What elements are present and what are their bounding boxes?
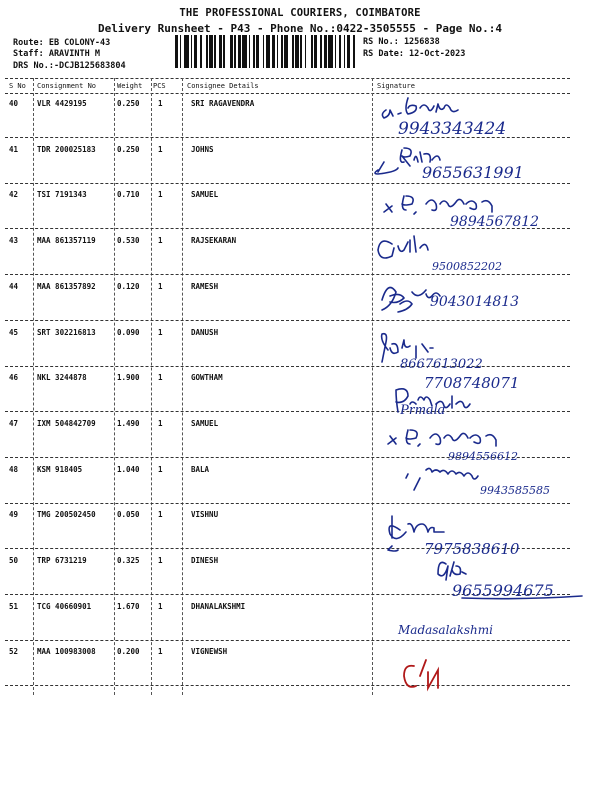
table-row: [5, 412, 570, 458]
row-pcs: 1: [158, 601, 163, 611]
signature-text: 9943585585: [480, 484, 550, 497]
row-weight: 1.900: [117, 373, 140, 383]
company-title: THE PROFESSIONAL COURIERS, COIMBATORE: [179, 7, 421, 19]
table-row: [5, 138, 570, 184]
drs-number: DRS No.:-DCJB125683804: [13, 61, 126, 71]
column-header-signature: Signature: [377, 82, 415, 90]
signature-text: 9043014813: [430, 294, 520, 310]
column-header-consignment: Consignment No: [37, 82, 97, 90]
row-pcs: 1: [158, 510, 163, 520]
row-pcs: 1: [158, 236, 163, 246]
signature-text: 9894567812: [450, 214, 540, 230]
row-consignment-number: SRT 302216813: [37, 327, 96, 337]
row-weight: 1.490: [117, 418, 140, 428]
row-consignee: SRI RAGAVENDRA: [191, 99, 255, 108]
row-pcs: 1: [158, 281, 163, 291]
staff-label: Staff: ARAVINTH M: [13, 49, 100, 59]
row-pcs: 1: [158, 144, 163, 154]
row-consignee: RAJSEKARAN: [191, 236, 237, 246]
row-consignee: BALA: [191, 464, 210, 474]
row-consignee: VIGNEWSH: [191, 647, 228, 657]
row-consignee: DANUSH: [191, 327, 219, 337]
row-sno: 49: [9, 510, 19, 520]
row-sno: 41: [9, 144, 19, 154]
route-label: Route: EB COLONY-43: [13, 38, 111, 48]
row-pcs: 1: [158, 327, 163, 337]
table-row: [5, 321, 570, 367]
row-sno: 45: [9, 327, 19, 337]
row-sno: 48: [9, 464, 19, 474]
signature-text: Prmala: [400, 402, 445, 418]
row-weight: 0.325: [117, 556, 140, 565]
row-pcs: 1: [158, 373, 163, 383]
row-weight: 1.040: [117, 464, 140, 474]
row-consignee: VISHNU: [191, 510, 219, 520]
rs-number: RS No.: 1256838: [363, 37, 440, 47]
table-row: [5, 503, 570, 549]
row-sno: 47: [9, 418, 19, 428]
barcode-bar: [355, 35, 360, 68]
row-sno: 44: [9, 281, 19, 291]
table-row: [5, 458, 570, 504]
table-row: [5, 92, 570, 138]
row-consignment-number: TDR 200025183: [37, 144, 96, 154]
row-pcs: 1: [158, 99, 163, 108]
table-row: [5, 183, 570, 229]
row-pcs: 1: [158, 647, 163, 657]
column-header-sno: S No: [9, 82, 26, 90]
row-consignment-number: TCG 40660901: [37, 601, 92, 611]
row-consignment-number: KSM 918405: [37, 464, 83, 474]
row-consignment-number: NKL 3244878: [37, 373, 87, 383]
row-weight: 1.670: [117, 601, 140, 611]
barcode: [175, 35, 360, 68]
row-consignee: JOHNS: [191, 144, 214, 154]
row-consignment-number: MAA 861357119: [37, 236, 96, 246]
signature-text: 9500852202: [432, 260, 502, 273]
row-sno: 46: [9, 373, 19, 383]
row-pcs: 1: [158, 190, 163, 200]
row-consignment-number: TRP 6731219: [37, 556, 87, 565]
signature-text: 7975838610: [424, 540, 520, 558]
table-row: [5, 229, 570, 275]
row-consignee: RAMESH: [191, 281, 219, 291]
row-sno: 40: [9, 99, 19, 108]
row-weight: 0.090: [117, 327, 140, 337]
column-header-consignee: Consignee Details: [187, 82, 259, 90]
row-consignee: SAMUEL: [191, 418, 219, 428]
row-weight: 0.050: [117, 510, 140, 520]
table-row: [5, 640, 570, 686]
row-consignment-number: VLR 4429195: [37, 99, 87, 108]
row-sno: 51: [9, 601, 19, 611]
row-sno: 43: [9, 236, 19, 246]
row-weight: 0.530: [117, 236, 140, 246]
rs-date: RS Date: 12-Oct-2023: [363, 49, 466, 59]
signature-text: 9894556612: [448, 450, 518, 463]
signature-text: 9943343424: [398, 119, 507, 139]
row-sno: 50: [9, 556, 19, 565]
row-weight: 0.120: [117, 281, 140, 291]
row-consignment-number: IXM 504842709: [37, 418, 96, 428]
row-consignment-number: TMG 200502450: [37, 510, 96, 520]
column-header-weight: Weight: [117, 82, 143, 90]
signature-text: 9655631991: [422, 163, 524, 182]
row-consignment-number: MAA 861357892: [37, 281, 96, 291]
row-sno: 42: [9, 190, 19, 200]
row-consignee: DINESH: [191, 556, 219, 565]
signature-text: Madasalakshmi: [398, 623, 493, 637]
runsheet-title: Delivery Runsheet - P43 - Phone No.:0422-3505555 - Page No.:4: [98, 22, 502, 35]
row-sno: 52: [9, 647, 19, 657]
table-row: [5, 275, 570, 321]
row-weight: 0.250: [117, 144, 140, 154]
row-consignee: GOWTHAM: [191, 373, 223, 383]
row-weight: 0.250: [117, 99, 140, 108]
row-weight: 0.710: [117, 190, 140, 200]
table-row: [5, 366, 570, 412]
row-consignment-number: TSI 7191343: [37, 190, 87, 200]
row-pcs: 1: [158, 464, 163, 474]
row-pcs: 1: [158, 418, 163, 428]
table-row: [5, 549, 570, 595]
signature-text: 8667613022: [400, 357, 483, 372]
signature-text: 7708748071: [424, 374, 520, 392]
row-pcs: 1: [158, 556, 163, 565]
signature-text: 9655994675: [452, 581, 554, 600]
table-row: [5, 595, 570, 641]
row-consignee: DHANALAKSHMI: [191, 601, 246, 611]
row-consignee: SAMUEL: [191, 190, 219, 200]
row-weight: 0.200: [117, 647, 140, 657]
row-consignment-number: MAA 100983008: [37, 647, 96, 657]
column-header-pcs: PCS: [153, 82, 166, 90]
